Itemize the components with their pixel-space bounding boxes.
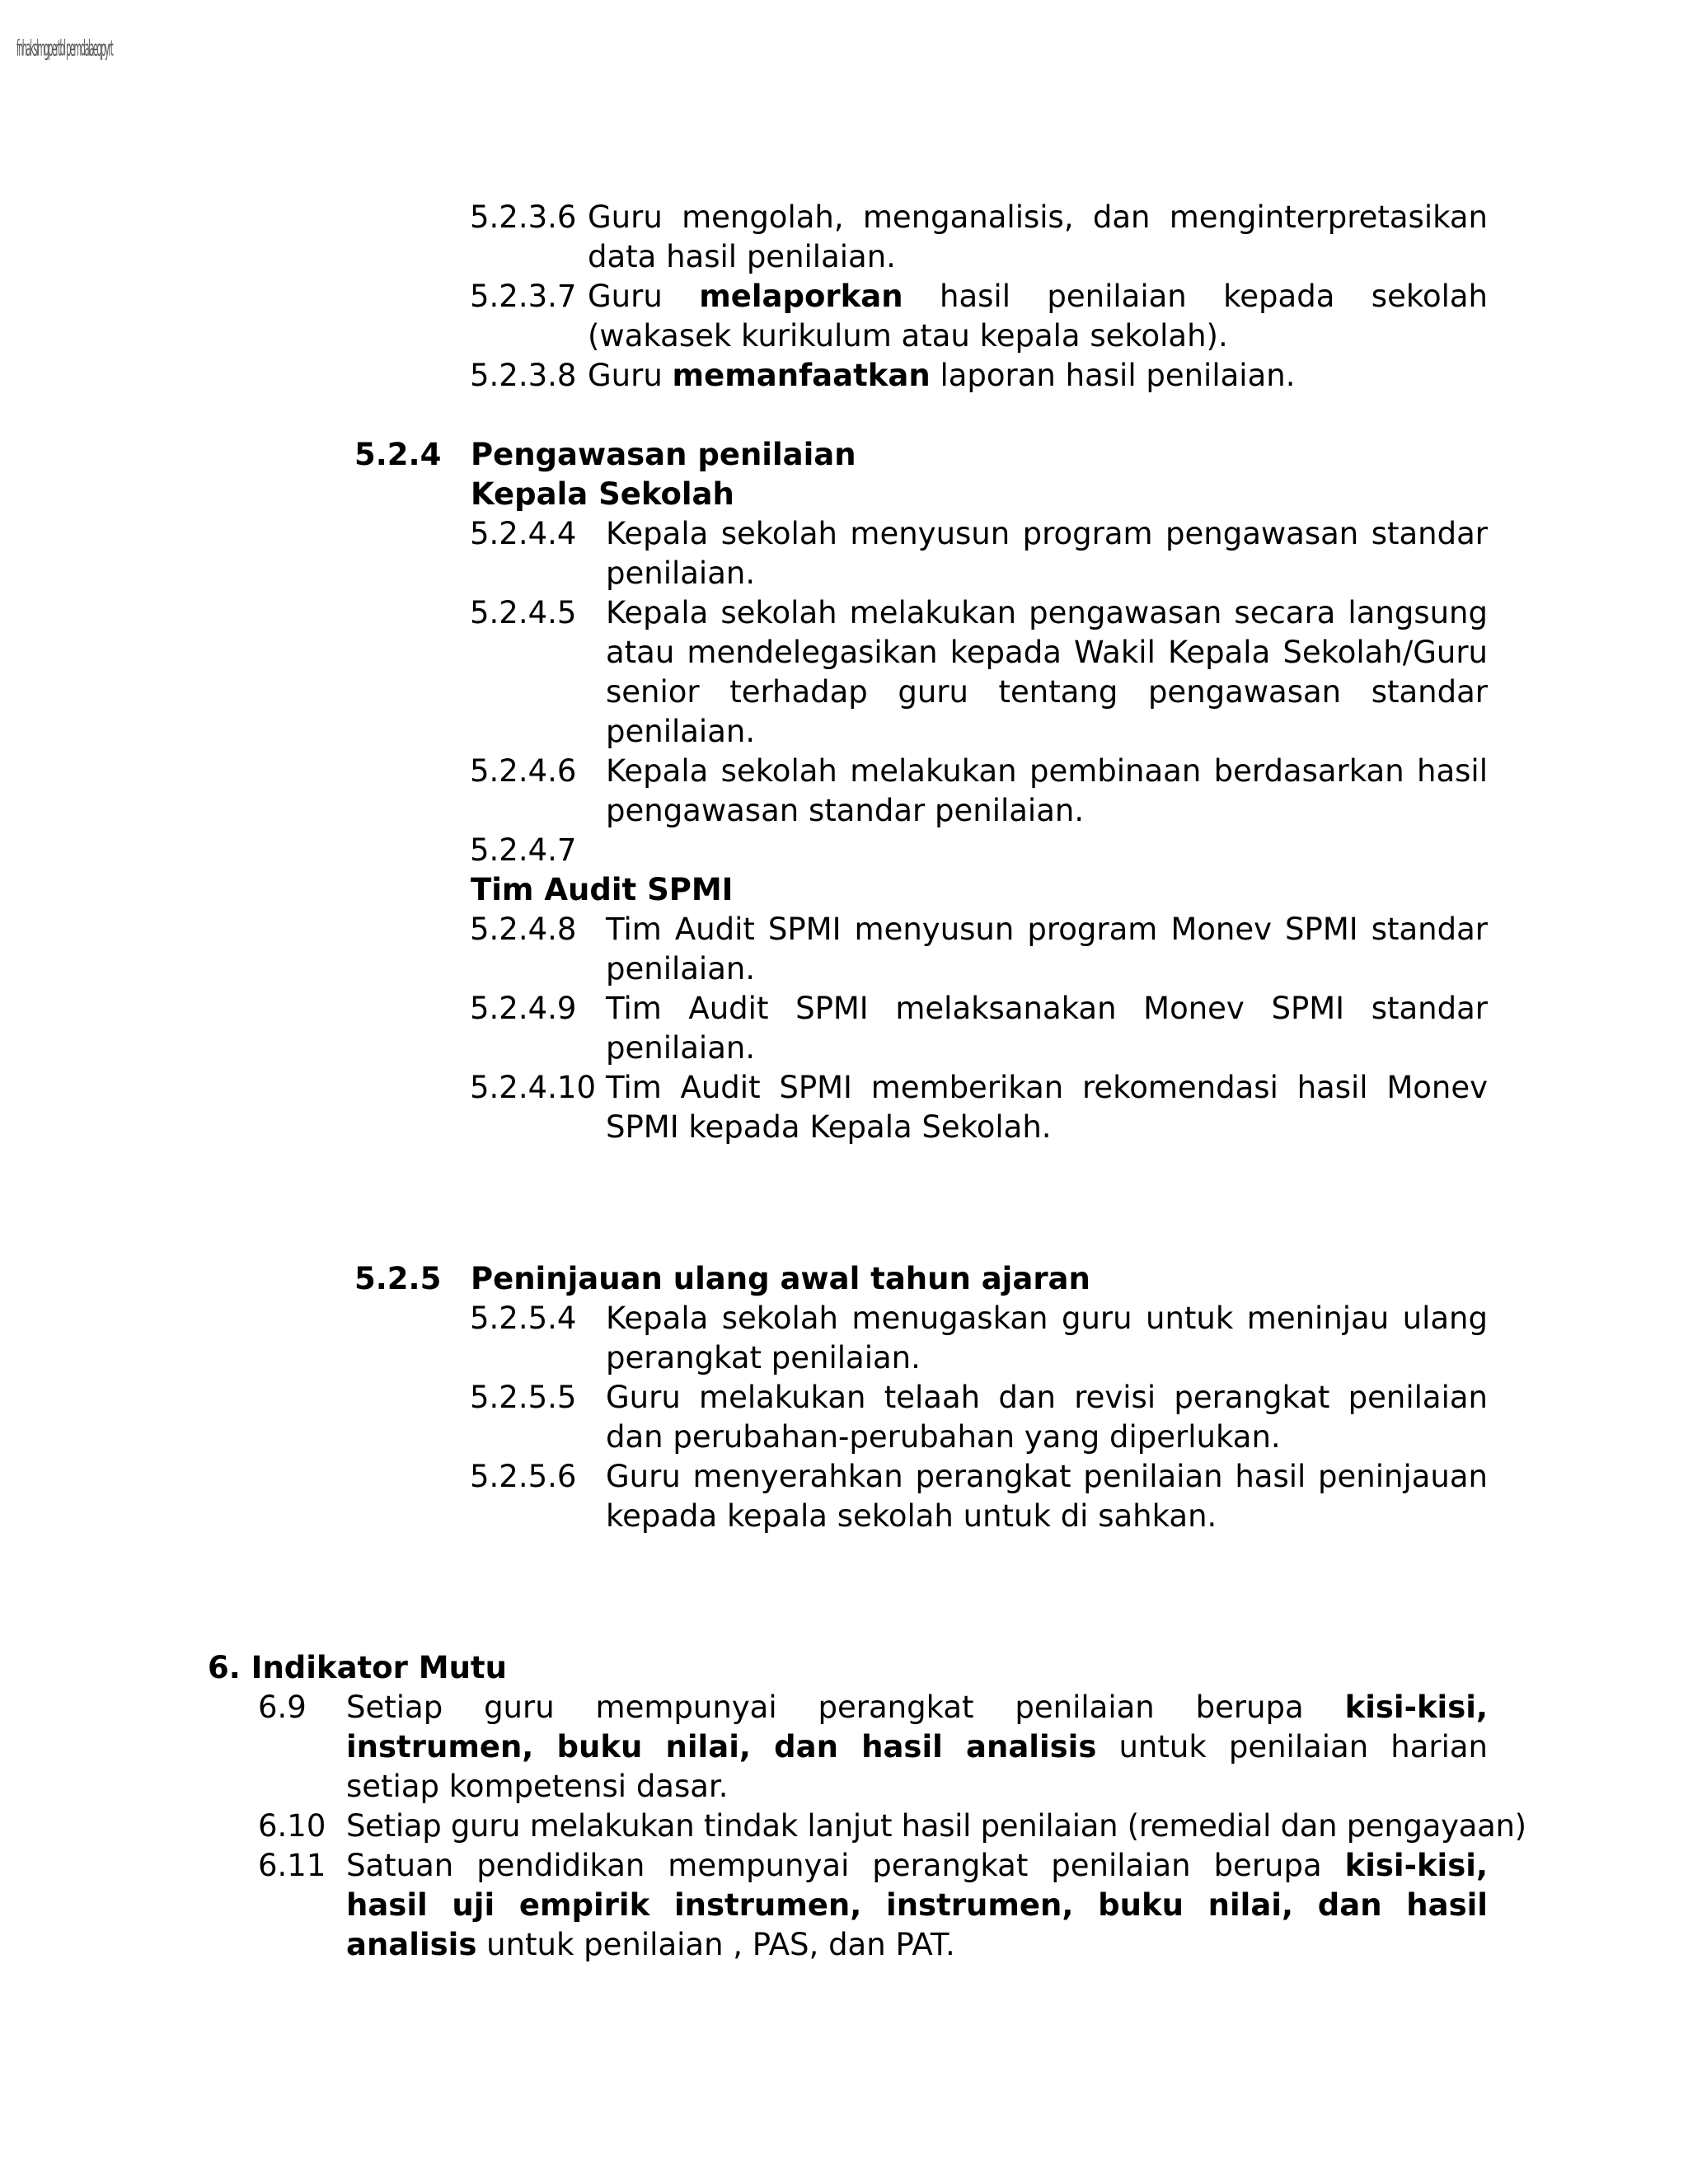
section-title: Pengawasan penilaian bbox=[471, 437, 856, 472]
item-text: Guru menyerahkan perangkat penilaian hasil peninjauan kepada kepala sekolah untuk di sahkan. bbox=[606, 1459, 1488, 1534]
section-heading bbox=[354, 435, 856, 475]
list-item bbox=[470, 1299, 1488, 1378]
list-item bbox=[470, 752, 1488, 831]
item-text: Guru melaporkan hasil penilaian kepada sekolah (wakasek kurikulum atau kepala sekolah). bbox=[588, 279, 1488, 354]
item-text: Tim Audit SPMI melaksanakan Monev SPMI standar penilaian. bbox=[606, 991, 1488, 1066]
item-text: Guru melakukan telaah dan revisi perangkat penilaian dan perubahan-perubahan yang diperlukan. bbox=[606, 1380, 1488, 1455]
item-text: Kepala sekolah menugaskan guru untuk meninjau ulang perangkat penilaian. bbox=[606, 1301, 1488, 1376]
list-item bbox=[470, 1457, 1488, 1536]
item-number: 6.11 bbox=[258, 1848, 326, 1883]
list-item bbox=[470, 514, 1488, 593]
list-item bbox=[258, 1807, 1526, 1846]
item-number: 5.2.4.9 bbox=[470, 991, 577, 1026]
section-heading bbox=[354, 1259, 1090, 1299]
list-item bbox=[470, 593, 1488, 752]
item-number: 5.2.4.6 bbox=[470, 753, 577, 789]
list-item bbox=[470, 1068, 1488, 1147]
item-text: Satuan pendidikan mempunyai perangkat penilaian berupa kisi-kisi, hasil uji empirik instrumen, instrumen, buku nilai, dan hasil analisis untuk penilaian , PAS, dan PAT. bbox=[346, 1848, 1488, 1962]
item-text: Guru mengolah, menganalisis, dan menginterpretasikan data hasil penilaian. bbox=[588, 199, 1488, 274]
list-item bbox=[258, 1846, 1488, 1965]
item-text: Tim Audit SPMI menyusun program Monev SPMI standar penilaian. bbox=[606, 912, 1488, 987]
item-number: 5.2.3.8 bbox=[470, 358, 577, 393]
item-text: Setiap guru mempunyai perangkat penilaian berupa kisi-kisi, instrumen, buku nilai, dan hasil analisis untuk penilaian harian setiap kompetensi dasar. bbox=[346, 1690, 1488, 1804]
list-item bbox=[470, 989, 1488, 1068]
subsection-heading: Tim Audit SPMI bbox=[471, 872, 734, 907]
item-text: Kepala sekolah menyusun program pengawasan standar penilaian. bbox=[606, 516, 1488, 591]
item-number: 5.2.4.8 bbox=[470, 912, 577, 947]
item-text bbox=[606, 831, 1488, 870]
list-item bbox=[470, 277, 1488, 356]
item-number: 5.2.3.7 bbox=[470, 279, 577, 314]
item-text: Guru memanfaatkan laporan hasil penilaian. bbox=[588, 358, 1296, 393]
section-number: 5.2.5 bbox=[354, 1261, 442, 1296]
item-number: 5.2.4.10 bbox=[470, 1070, 596, 1105]
list-item bbox=[470, 910, 1488, 989]
list-item bbox=[258, 1688, 1488, 1807]
item-number: 5.2.4.4 bbox=[470, 516, 577, 551]
list-item bbox=[470, 1378, 1488, 1457]
item-number: 5.2.5.5 bbox=[470, 1380, 577, 1415]
list-item bbox=[470, 831, 1488, 870]
list-item bbox=[470, 198, 1488, 277]
item-number: 6.10 bbox=[258, 1808, 326, 1844]
item-text: Setiap guru melakukan tindak lanjut hasil penilaian (remedial dan pengayaan) bbox=[346, 1808, 1526, 1844]
item-number: 6.9 bbox=[258, 1690, 307, 1725]
item-number: 5.2.4.7 bbox=[470, 832, 577, 868]
section-number: 5.2.4 bbox=[354, 437, 442, 472]
item-text: Kepala sekolah melakukan pengawasan secara langsung atau mendelegasikan kepada Wakil Kepala Sekolah/Guru senior terhadap guru tentang pengawasan standar penilaian. bbox=[606, 595, 1488, 749]
item-number: 5.2.4.5 bbox=[470, 595, 577, 630]
header-watermark: fnhakslmgpertbl pemdalaeqpyrt bbox=[16, 35, 113, 62]
item-text: Kepala sekolah melakukan pembinaan berdasarkan hasil pengawasan standar penilaian. bbox=[606, 753, 1488, 828]
item-number: 5.2.3.6 bbox=[470, 199, 577, 235]
item-number: 5.2.5.6 bbox=[470, 1459, 577, 1494]
list-item bbox=[470, 356, 1488, 396]
item-text: Tim Audit SPMI memberikan rekomendasi hasil Monev SPMI kepada Kepala Sekolah. bbox=[606, 1070, 1488, 1145]
subsection-heading: Kepala Sekolah bbox=[471, 476, 734, 512]
section-title: Peninjauan ulang awal tahun ajaran bbox=[471, 1261, 1090, 1296]
item-number: 5.2.5.4 bbox=[470, 1301, 577, 1336]
section-heading: 6. Indikator Mutu bbox=[208, 1650, 507, 1685]
